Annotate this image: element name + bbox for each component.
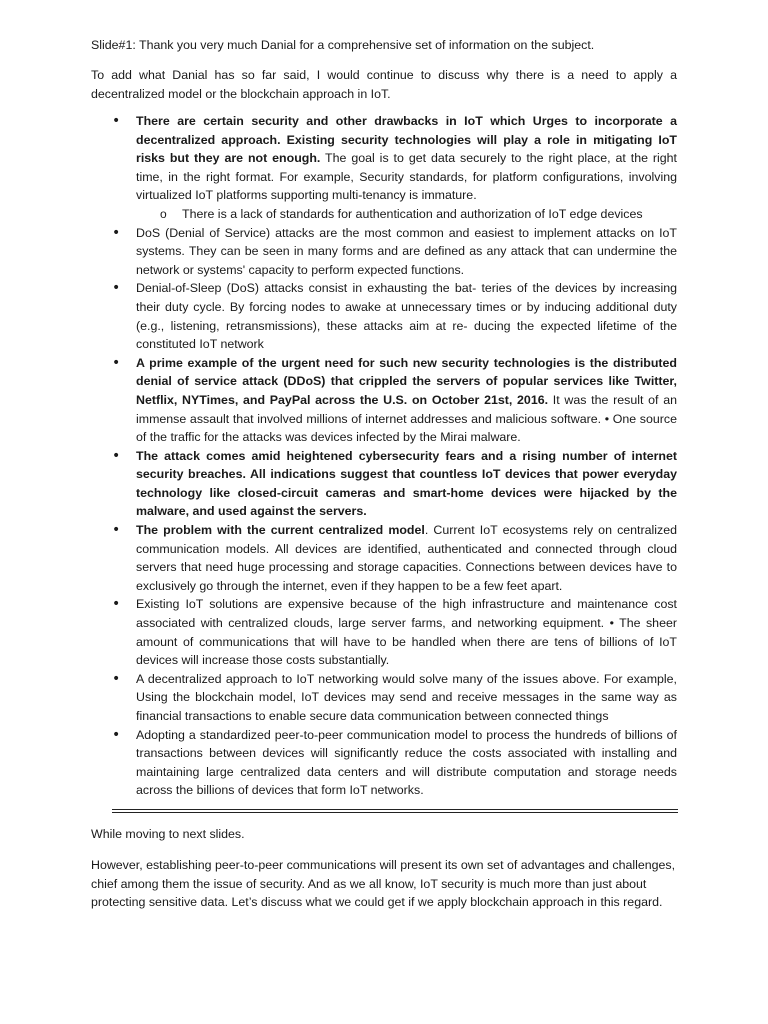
bullet-item xyxy=(91,447,677,521)
bullet-text: A decentralized approach to IoT networking would solve many of the issues above. For example, Using the blockchain model, IoT devices may send and receive messages in the same way as financial transactions to enable secure data communication between connected things xyxy=(136,671,677,723)
bullet-item xyxy=(91,726,677,800)
divider-line xyxy=(112,809,678,810)
bullet-text: Denial-of-Sleep (DoS) attacks consist in exhausting the bat- teries of the devices by increasing their duty cycle. By forcing nodes to awake at unnecessary times or by inducing additional duty (e.g., listening, retransmissions), these attacks aim at re- ducing the expected lifetime of the constituted IoT network xyxy=(136,281,677,352)
bullet-item xyxy=(91,224,677,280)
bullet-text: It was the result of an immense assault that involved millions of internet addresses and malicious software. • One source of the traffic for the attacks was devices infected by the Mirai malware. xyxy=(136,392,677,445)
bullet-list xyxy=(91,112,677,800)
bullet-text: The goal is to get data securely to the right place, at the right time, in the right format. For example, Security standards, for platform configurations, involving virtualized IoT platforms supporting multi-tenancy is immature. xyxy=(136,151,678,203)
sub-bullet-list xyxy=(136,205,677,224)
divider-line xyxy=(112,812,678,813)
bullet-bold-text: There are certain security and other drawbacks in IoT which Urges to incorporate a decentralized approach. Existing security technologies will play a role in mitigating IoT risks but they are not enough. xyxy=(136,114,677,166)
bullet-item xyxy=(91,595,677,669)
closing-line-1: While moving to next slides. xyxy=(91,827,245,841)
intro-line-1: Slide#1: Thank you very much Danial for a comprehensive set of information on the subject. xyxy=(91,38,595,52)
bullet-item xyxy=(91,112,677,224)
bullet-item xyxy=(91,670,677,726)
sub-bullet-item: o There is a lack of standards for authentication and authorization of IoT edge devices xyxy=(136,205,677,224)
bullet-item xyxy=(91,354,677,447)
bullet-text: Existing IoT solutions are expensive because of the high infrastructure and maintenance cost associated with centralized clouds, large server farms, and networking equipment. • The sheer amount of communications that will have to be handled when there are tens of billions of IoT devices will increase those costs substantially. xyxy=(136,597,677,668)
closing-line-2: However, establishing peer-to-peer communications will present its own set of advantages and challenges, chief among them the issue of security. And as we all know, IoT security is much more than just about protecting sensitive data. Let’s discuss what we could get if we apply blockchain approach in this regard. xyxy=(91,858,676,910)
bullet-text: Adopting a standardized peer-to-peer communication model to process the hundreds of billions of transactions between devices will significantly reduce the costs associated with installing and maintaining large centralized data centers and will distribute computation and storage needs across the billions of devices that form IoT networks. xyxy=(136,727,677,798)
bullet-text: DoS (Denial of Service) attacks are the most common and easiest to implement attacks on IoT systems. They can be seen in many forms and are defined as any attack that can undermine the network or systems' capacity to perform expected functions. xyxy=(136,225,677,277)
intro-line-2: To add what Danial has so far said, I would continue to discuss why there is a need to apply a decentralized model or the blockchain approach in IoT. xyxy=(91,68,677,101)
bullet-text: . Current IoT ecosystems rely on centralized communication models. All devices are identified, authenticated and connected through cloud servers that need huge processing and storage capacities. Connections between devices have to exclusively go through the internet, even if they happen to be a few feet apart. xyxy=(136,523,677,593)
bullet-item xyxy=(91,521,677,595)
bullet-bold-text: The problem with the current centralized model xyxy=(136,523,425,538)
bullet-bold-text: A prime example of the urgent need for such new security technologies is the distributed denial of service attack (DDoS) that crippled the servers of popular services like Twitter, Netflix, NYTimes, and PayPal across the U.S. on October 21st, 2016. xyxy=(136,355,677,407)
bullet-item xyxy=(91,279,677,353)
bullet-bold-text: The attack comes amid heightened cybersecurity fears and a rising number of internet security breaches. All indications suggest that countless IoT devices that power everyday technology like closed-circuit cameras and smart-home devices were hijacked by the malware, and used against the servers. xyxy=(136,448,677,519)
